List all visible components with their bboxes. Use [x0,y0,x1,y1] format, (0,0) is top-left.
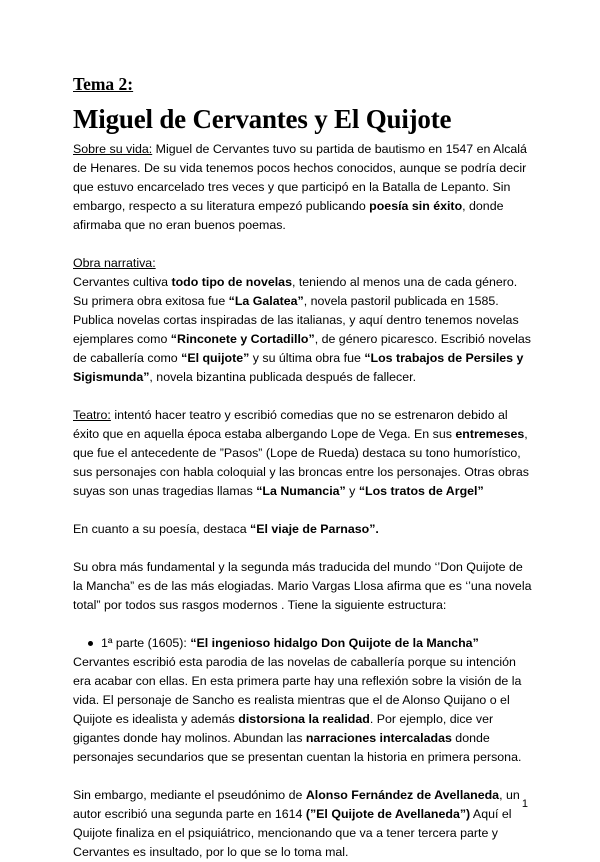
text: y su última obra fue [249,351,365,365]
paragraph-poesia [73,520,533,539]
text: , novela pastoril publicada en 1585. Publica novelas cortas inspiradas de las italianas, y aquí dentro tenemos novelas ejemplares como [73,294,519,346]
text: , de género picaresco. Escribió novelas de caballería como [73,332,531,365]
label-vida: Sobre su vida: [73,142,153,156]
text: Aquí el Quijote finaliza en el psiquiátrico, mencionando que va a tener tercera parte y Cervantes es insultado, por lo que se lo toma mal. [73,807,512,859]
paragraph-teatro [73,406,533,501]
bold-text: (”El Quijote de Avellaneda”) [305,807,471,821]
text: , teniendo al menos una de cada género. Su primera obra exitosa fue [73,275,518,308]
text: Sin embargo, mediante el pseudónimo de [73,788,306,802]
text: intentó hacer teatro y escribió comedias que no se estrenaron debido al éxito que en aquella época estaba albergando Lope de Vega. En sus [73,408,508,441]
label-narrativa: Obra narrativa: [73,256,156,270]
text: En cuanto a su poesía, destaca [73,522,251,536]
paragraph-quijote [73,558,533,615]
bold-text: “Los trabajos de Persiles y Sigismunda” [73,351,524,384]
bold-text: narraciones intercaladas [305,731,452,745]
bold-text: poesía sin éxito [369,199,463,213]
text: . Por ejemplo, dice ver gigantes donde hay molinos. Abundan las [73,712,494,745]
text: y [345,484,359,498]
text: Cervantes escribió esta parodia de las novelas de caballería porque su intención era acabar con ellas. En esta primera parte hay una reflexión sobre la visión de la vida. El personaje de Sancho es realista mientras que el de Alonso Quijano o el Quijote es idealista y además [73,655,522,726]
bold-text: entremeses [455,427,525,441]
text: , un autor escribió una segunda parte en 1614 [73,788,520,821]
text: donde personajes secundarios que se presentan cuentan la historia en primera persona. [73,731,522,764]
section-heading: Tema 2: [73,74,134,94]
bold-text: “Rinconete y Cortadillo” [170,332,315,346]
document-page [73,72,533,862]
text: , donde afirmaba que no eran buenos poemas. [73,199,504,232]
page-number: 1 [521,798,528,810]
paragraph-narrativa-label [73,254,533,273]
text: Su obra más fundamental y la segunda más traducida del mundo ‘’Don Quijote de la Mancha” es de las más elogiadas. Mario Vargas Llosa afirma que es ‘’una novela total” por todos sus rasgos modernos . Tiene la siguiente estructura: [73,560,532,612]
document-title: Miguel de Cervantes y El Quijote [73,104,452,134]
bullet-icon [88,641,93,646]
text: Cervantes cultiva [73,275,172,289]
label-teatro: Teatro: [73,408,111,422]
text: 1ª parte (1605): [101,636,191,650]
paragraph-parte1 [73,653,533,767]
bold-text: distorsiona la realidad [238,712,370,726]
text: Miguel de Cervantes tuvo su partida de bautismo en 1547 en Alcalá de Henares. De su vida tenemos pocos hechos conocidos, aunque se podría decir que estuvo encarcelado tres veces y que participó en la Batalla de Lepanto. Sin embargo, respecto a su literatura empezó publicando [73,142,527,213]
paragraph-vida [73,140,533,235]
bold-text: “El quijote” [181,351,250,365]
bold-text: “La Galatea” [228,294,304,308]
bold-text: Alonso Fernández de Avellaneda [305,788,500,802]
bold-text: “Los tratos de Argel” [358,484,484,498]
list-item [73,634,533,653]
bold-text: “El ingenioso hidalgo Don Quijote de la Mancha” [190,636,479,650]
paragraph-avellaneda [73,786,533,862]
text: , novela bizantina publicada después de fallecer. [149,370,417,384]
text: , que fue el antecedente de ”Pasos” (Lope de Rueda) destaca su tono humorístico, sus personajes con habla coloquial y las broncas entre los personajes. Otras obras suyas son unas tragedias llamas [73,427,529,498]
bold-text: “La Numancia” [256,484,346,498]
paragraph-narrativa [73,273,533,387]
bold-text: “El viaje de Parnaso”. [250,522,379,536]
bold-text: todo tipo de novelas [171,275,292,289]
